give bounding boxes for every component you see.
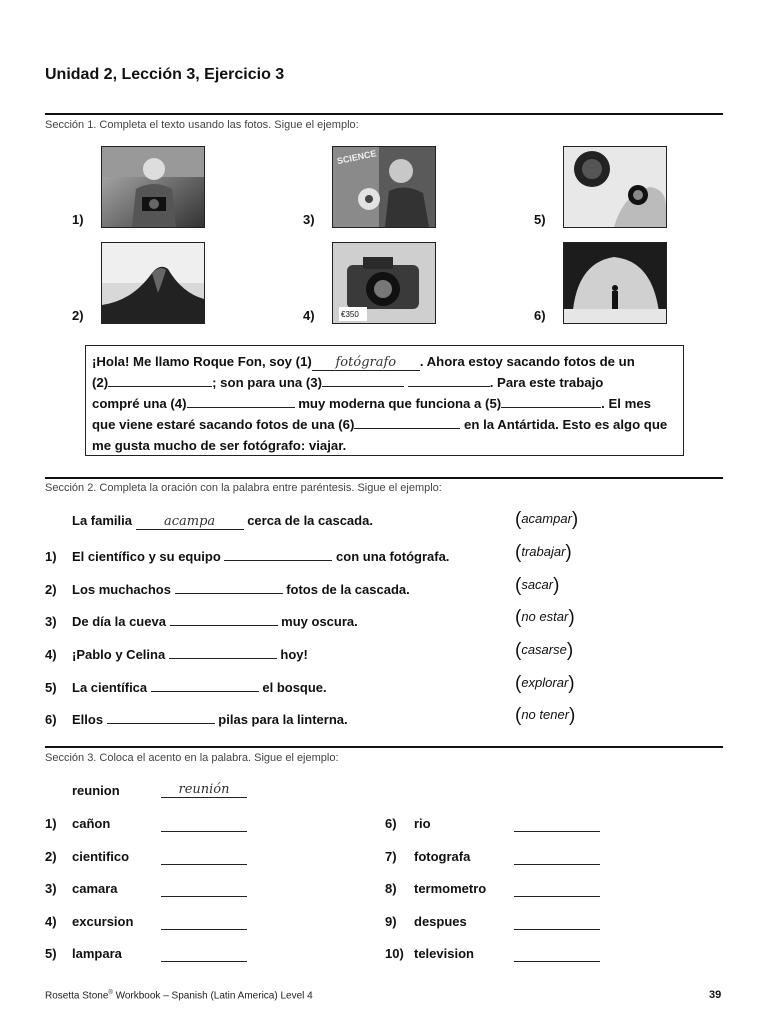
sentence-item: 6) Ellos pilas para la linterna. bbox=[45, 709, 348, 727]
answer-blank-3b[interactable] bbox=[408, 372, 490, 387]
answer-blank-1[interactable]: fotógrafo bbox=[312, 355, 420, 371]
sentence-item: 1) El científico y su equipo con una fotógrafa. bbox=[45, 546, 449, 564]
verb-hint: (sacar) bbox=[515, 575, 560, 596]
section3-instruction: Sección 3. Coloca el acento en la palabra. Sigue el ejemplo: bbox=[45, 752, 339, 764]
photo-number: 3) bbox=[303, 212, 315, 227]
accent-word: cañon bbox=[72, 816, 111, 831]
accent-blank[interactable] bbox=[514, 895, 600, 897]
accent-word: television bbox=[414, 946, 474, 961]
photo-photographer bbox=[101, 146, 205, 228]
sentence-blank[interactable] bbox=[170, 611, 278, 626]
accent-word: rio bbox=[414, 816, 431, 831]
verb-hint: (explorar) bbox=[515, 673, 575, 694]
photo-number: 4) bbox=[303, 308, 315, 323]
photo-scientist bbox=[332, 146, 436, 228]
lens-image bbox=[564, 147, 666, 227]
item-number: 7) bbox=[385, 849, 397, 864]
sentence-blank[interactable] bbox=[224, 546, 332, 561]
divider bbox=[45, 746, 723, 748]
sentence-item: 4) ¡Pablo y Celina hoy! bbox=[45, 644, 308, 662]
sentence-item: 2) Los muchachos fotos de la cascada. bbox=[45, 579, 410, 597]
item-number: 3) bbox=[45, 881, 57, 896]
accent-blank[interactable] bbox=[514, 928, 600, 930]
accent-word: camara bbox=[72, 881, 118, 896]
example-sentence: La familia acampa cerca de la cascada. bbox=[72, 513, 373, 529]
footer-text: Rosetta Stone® Workbook – Spanish (Latin America) Level 4 bbox=[45, 990, 313, 1002]
answer-blank-6[interactable] bbox=[354, 414, 460, 429]
paragraph-line-3: compré una (4) muy moderna que funciona a (5) . El mes bbox=[92, 393, 677, 414]
photo-number: 1) bbox=[72, 212, 84, 227]
item-number: 6) bbox=[385, 816, 397, 831]
accent-example-answer: reunión bbox=[161, 782, 247, 798]
item-number: 10) bbox=[385, 946, 404, 961]
accent-word: cientifico bbox=[72, 849, 130, 864]
sentence-item: 3) De día la cueva muy oscura. bbox=[45, 611, 358, 629]
paragraph-line-1: ¡Hola! Me llamo Roque Fon, soy (1) fotógrafo . Ahora estoy sacando fotos de un bbox=[92, 354, 635, 370]
item-number: 2) bbox=[45, 849, 57, 864]
divider bbox=[45, 113, 723, 115]
answer-blank-2[interactable] bbox=[108, 372, 212, 387]
verb-hint: (no estar) bbox=[515, 607, 575, 628]
answer-blank-4[interactable] bbox=[187, 393, 295, 408]
item-number: 1) bbox=[45, 816, 57, 831]
volcano-image bbox=[102, 243, 204, 323]
paragraph-line-2: (2) ; son para una (3) . Para este trabajo bbox=[92, 372, 677, 393]
photo-number: 2) bbox=[72, 308, 84, 323]
accent-word: despues bbox=[414, 914, 467, 929]
accent-word: fotografa bbox=[414, 849, 471, 864]
accent-example-word: reunion bbox=[72, 783, 120, 798]
accent-blank[interactable] bbox=[161, 830, 247, 832]
accent-blank[interactable] bbox=[161, 895, 247, 897]
accent-blank[interactable] bbox=[161, 960, 247, 962]
accent-blank[interactable] bbox=[161, 928, 247, 930]
photo-number: 5) bbox=[534, 212, 546, 227]
accent-blank[interactable] bbox=[514, 830, 600, 832]
section2-instruction: Sección 2. Completa la oración con la palabra entre paréntesis. Sigue el ejemplo: bbox=[45, 482, 442, 494]
photo-number: 6) bbox=[534, 308, 546, 323]
accent-blank[interactable] bbox=[161, 863, 247, 865]
photo-lens bbox=[563, 146, 667, 228]
photo-camera bbox=[332, 242, 436, 324]
verb-hint: (trabajar) bbox=[515, 542, 572, 563]
price-tag: €350 bbox=[341, 310, 359, 319]
verb-hint: (no tener) bbox=[515, 705, 576, 726]
accent-word: lampara bbox=[72, 946, 122, 961]
item-number: 5) bbox=[45, 946, 57, 961]
sentence-blank[interactable] bbox=[151, 677, 259, 692]
example-hint: (acampar) bbox=[515, 509, 579, 530]
page-title: Unidad 2, Lección 3, Ejercicio 3 bbox=[45, 66, 285, 83]
ice-cave-image bbox=[564, 243, 666, 323]
sentence-item: 5) La científica el bosque. bbox=[45, 677, 327, 695]
item-number: 9) bbox=[385, 914, 397, 929]
item-number: 4) bbox=[45, 914, 57, 929]
magazine-label: SCIENCE bbox=[336, 148, 378, 167]
photo-volcano bbox=[101, 242, 205, 324]
accent-word: excursion bbox=[72, 914, 134, 929]
sentence-blank[interactable] bbox=[107, 709, 215, 724]
camera-image bbox=[333, 243, 435, 323]
verb-hint: (casarse) bbox=[515, 640, 574, 661]
paragraph-line-5: me gusta mucho de ser fotógrafo: viajar. bbox=[92, 438, 347, 453]
section1-instruction: Sección 1. Completa el texto usando las fotos. Sigue el ejemplo: bbox=[45, 119, 359, 131]
accent-word: termometro bbox=[414, 881, 487, 896]
photographer-image bbox=[102, 147, 204, 227]
sentence-blank[interactable] bbox=[169, 644, 277, 659]
paragraph-line-4: que viene estaré sacando fotos de una (6) en la Antártida. Esto es algo que bbox=[92, 414, 677, 435]
answer-blank-3a[interactable] bbox=[322, 372, 404, 387]
accent-blank[interactable] bbox=[514, 960, 600, 962]
scientist-image bbox=[333, 147, 435, 227]
example-answer: acampa bbox=[136, 514, 244, 530]
page-number: 39 bbox=[709, 989, 722, 1001]
item-number: 8) bbox=[385, 881, 397, 896]
accent-blank[interactable] bbox=[514, 863, 600, 865]
paragraph-box bbox=[85, 345, 684, 456]
sentence-blank[interactable] bbox=[175, 579, 283, 594]
divider bbox=[45, 477, 723, 479]
photo-ice-cave bbox=[563, 242, 667, 324]
answer-blank-5[interactable] bbox=[501, 393, 601, 408]
